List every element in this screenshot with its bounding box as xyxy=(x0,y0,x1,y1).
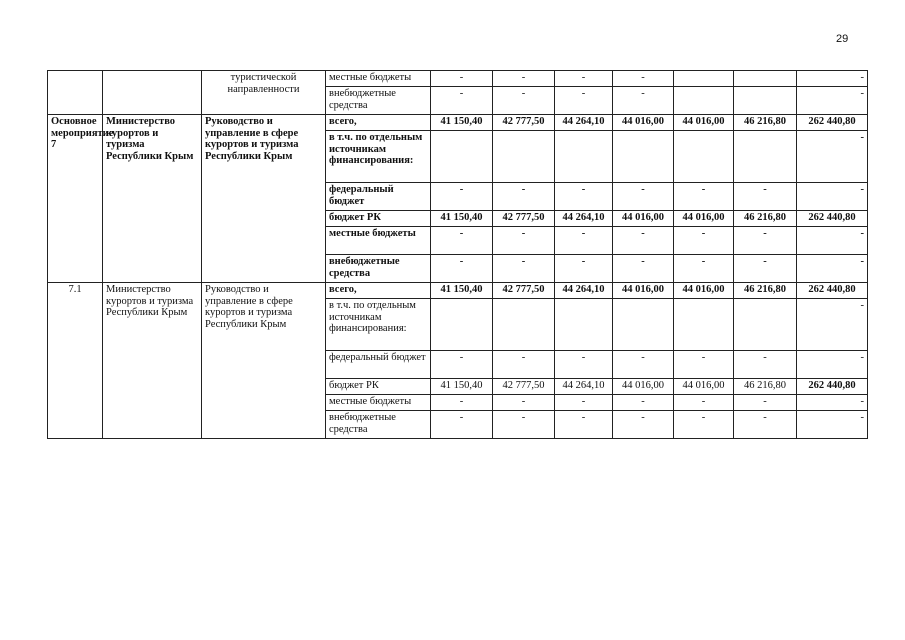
value-cell: 46 216,80 xyxy=(734,115,797,131)
value-cell: - xyxy=(797,299,868,351)
value-cell xyxy=(734,87,797,115)
value-cell: - xyxy=(493,71,555,87)
value-cell: - xyxy=(674,255,734,283)
value-cell: - xyxy=(613,227,674,255)
value-cell: - xyxy=(555,183,613,211)
source-cell: внебюджетные средства xyxy=(326,255,431,283)
value-cell: - xyxy=(555,351,613,379)
page-number: 29 xyxy=(836,33,849,45)
value-cell: 41 150,40 xyxy=(431,283,493,299)
value-cell: - xyxy=(555,227,613,255)
value-cell: 44 264,10 xyxy=(555,211,613,227)
value-cell: 44 016,00 xyxy=(613,211,674,227)
source-cell: внебюджетные средства xyxy=(326,87,431,115)
value-cell: 42 777,50 xyxy=(493,379,555,395)
source-cell: всего, xyxy=(326,283,431,299)
value-cell: - xyxy=(555,395,613,411)
table-row xyxy=(48,71,868,87)
value-cell: - xyxy=(431,71,493,87)
value-cell: - xyxy=(613,183,674,211)
value-cell: 46 216,80 xyxy=(734,211,797,227)
value-cell xyxy=(431,131,493,183)
value-cell xyxy=(734,131,797,183)
value-cell: 262 440,80 xyxy=(797,115,868,131)
budget-table xyxy=(47,70,868,439)
value-cell: - xyxy=(431,255,493,283)
value-cell: - xyxy=(493,351,555,379)
value-cell: - xyxy=(431,227,493,255)
value-cell: - xyxy=(797,351,868,379)
number-cell xyxy=(48,71,103,115)
value-cell: 41 150,40 xyxy=(431,379,493,395)
value-cell: - xyxy=(613,71,674,87)
value-cell: - xyxy=(674,411,734,439)
executor-cell xyxy=(103,71,202,115)
value-cell: 46 216,80 xyxy=(734,379,797,395)
value-cell xyxy=(493,131,555,183)
value-cell: 42 777,50 xyxy=(493,211,555,227)
value-cell xyxy=(734,299,797,351)
value-cell: 44 016,00 xyxy=(613,115,674,131)
source-cell: внебюджетные средства xyxy=(326,411,431,439)
value-cell: - xyxy=(493,395,555,411)
value-cell: 44 016,00 xyxy=(613,379,674,395)
value-cell xyxy=(674,131,734,183)
value-cell: - xyxy=(797,87,868,115)
value-cell xyxy=(493,299,555,351)
value-cell: - xyxy=(674,395,734,411)
executor-cell: Министерство курортов и туризма Республики Крым xyxy=(103,283,202,439)
value-cell: - xyxy=(674,227,734,255)
value-cell: - xyxy=(734,395,797,411)
source-cell: федеральный бюджет xyxy=(326,351,431,379)
value-cell xyxy=(613,299,674,351)
value-cell: - xyxy=(797,227,868,255)
source-cell: в т.ч. по отдельным источникам финансирования: xyxy=(326,131,431,183)
value-cell: - xyxy=(734,411,797,439)
value-cell: 44 016,00 xyxy=(674,379,734,395)
value-cell: - xyxy=(493,183,555,211)
value-cell: - xyxy=(613,87,674,115)
value-cell: 42 777,50 xyxy=(493,283,555,299)
source-cell: бюджет РК xyxy=(326,379,431,395)
value-cell xyxy=(674,87,734,115)
value-cell: - xyxy=(431,395,493,411)
source-cell: бюджет РК xyxy=(326,211,431,227)
value-cell: - xyxy=(431,87,493,115)
value-cell: - xyxy=(431,183,493,211)
value-cell xyxy=(555,131,613,183)
value-cell xyxy=(555,299,613,351)
value-cell: - xyxy=(431,411,493,439)
value-cell: 44 016,00 xyxy=(613,283,674,299)
table-row xyxy=(48,283,868,299)
value-cell: - xyxy=(797,255,868,283)
value-cell: 41 150,40 xyxy=(431,115,493,131)
value-cell: - xyxy=(797,183,868,211)
value-cell: - xyxy=(555,71,613,87)
description-cell: туристической направленности xyxy=(202,71,326,115)
value-cell: - xyxy=(797,71,868,87)
value-cell: 44 016,00 xyxy=(674,211,734,227)
value-cell xyxy=(674,299,734,351)
value-cell: - xyxy=(613,351,674,379)
description-cell: Руководство и управление в сфере курортов и туризма Республики Крым xyxy=(202,283,326,439)
value-cell: 44 016,00 xyxy=(674,115,734,131)
value-cell: - xyxy=(674,183,734,211)
value-cell: - xyxy=(555,411,613,439)
value-cell: - xyxy=(734,227,797,255)
value-cell: - xyxy=(431,351,493,379)
value-cell: - xyxy=(493,255,555,283)
value-cell: - xyxy=(555,255,613,283)
value-cell: 262 440,80 xyxy=(797,283,868,299)
value-cell xyxy=(734,71,797,87)
source-cell: всего, xyxy=(326,115,431,131)
value-cell: - xyxy=(734,183,797,211)
value-cell: - xyxy=(734,255,797,283)
value-cell xyxy=(431,299,493,351)
value-cell: - xyxy=(613,411,674,439)
value-cell: 44 264,10 xyxy=(555,115,613,131)
value-cell: 262 440,80 xyxy=(797,379,868,395)
value-cell: - xyxy=(493,87,555,115)
executor-cell: Министерство курортов и туризма Республики Крым xyxy=(103,115,202,283)
value-cell: 42 777,50 xyxy=(493,115,555,131)
value-cell: - xyxy=(493,411,555,439)
value-cell: - xyxy=(797,131,868,183)
value-cell: - xyxy=(674,351,734,379)
source-cell: местные бюджеты xyxy=(326,71,431,87)
activity-number-cell: Основное мероприятие 7 xyxy=(48,115,103,283)
value-cell: - xyxy=(734,351,797,379)
source-cell: федеральный бюджет xyxy=(326,183,431,211)
description-cell: Руководство и управление в сфере курортов и туризма Республики Крым xyxy=(202,115,326,283)
value-cell: 46 216,80 xyxy=(734,283,797,299)
value-cell: 41 150,40 xyxy=(431,211,493,227)
value-cell: - xyxy=(493,227,555,255)
source-cell: в т.ч. по отдельным источникам финансирования: xyxy=(326,299,431,351)
source-cell: местные бюджеты xyxy=(326,227,431,255)
source-cell: местные бюджеты xyxy=(326,395,431,411)
value-cell xyxy=(613,131,674,183)
value-cell: 44 264,10 xyxy=(555,379,613,395)
activity-number-cell: 7.1 xyxy=(48,283,103,439)
value-cell: 262 440,80 xyxy=(797,211,868,227)
value-cell: - xyxy=(797,395,868,411)
value-cell: 44 264,10 xyxy=(555,283,613,299)
value-cell: - xyxy=(613,395,674,411)
value-cell: - xyxy=(613,255,674,283)
value-cell: 44 016,00 xyxy=(674,283,734,299)
table-row xyxy=(48,115,868,131)
value-cell: - xyxy=(797,411,868,439)
value-cell xyxy=(674,71,734,87)
value-cell: - xyxy=(555,87,613,115)
